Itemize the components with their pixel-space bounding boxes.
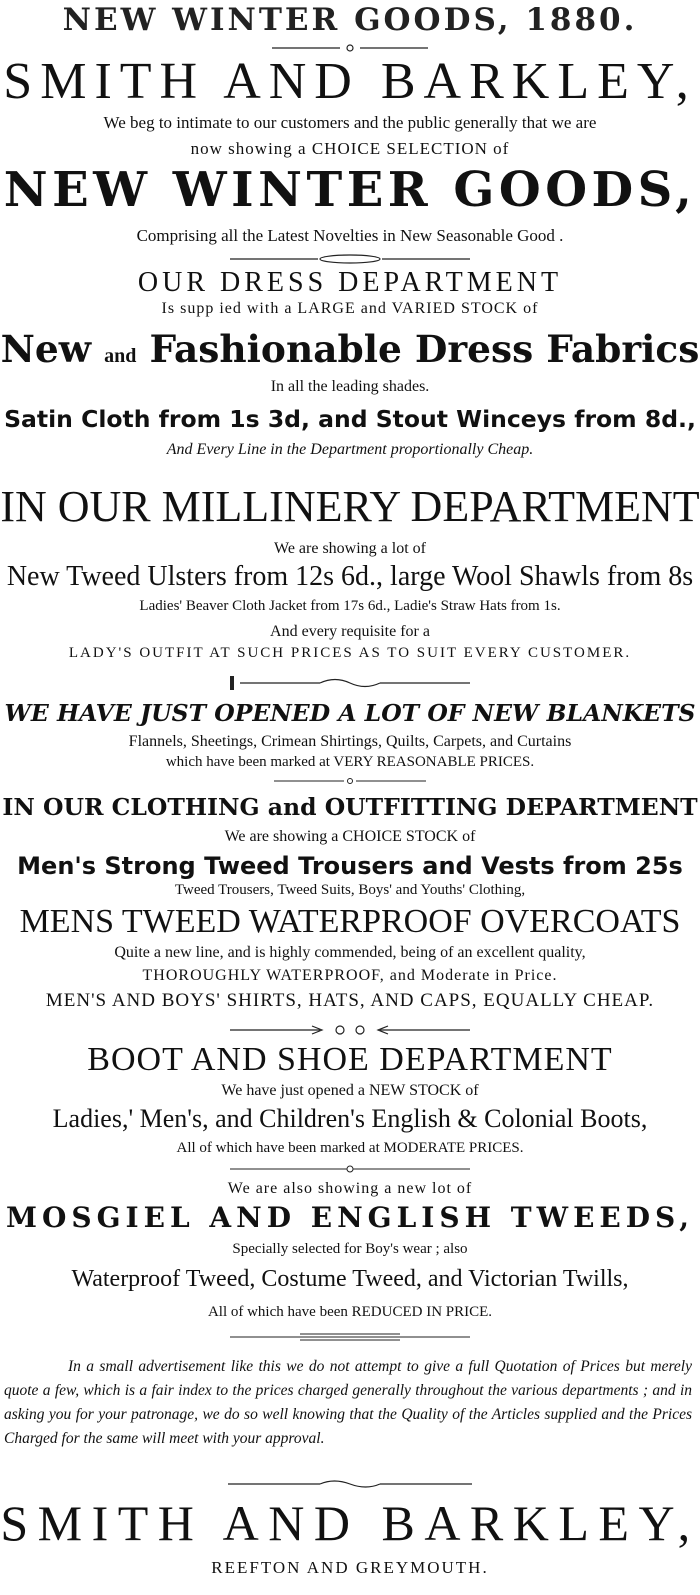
divider-ornament xyxy=(228,1478,472,1490)
millinery-heading: IN OUR MILLINERY DEPARTMENT xyxy=(0,482,700,531)
mens-trousers-line: Men's Strong Tweed Trousers and Vests from 25s xyxy=(17,852,683,880)
blankets-heading: WE HAVE JUST OPENED A LOT OF NEW BLANKETS xyxy=(4,699,696,727)
flannels-line: Flannels, Sheetings, Crimean Shirtings, Quilts, Carpets, and Curtains xyxy=(128,733,572,750)
choice-stock-line: We are showing a CHOICE STOCK of xyxy=(224,828,476,845)
ladies-boots-line: Ladies,' Men's, and Children's English & Colonial Boots, xyxy=(52,1104,648,1133)
requisite-line: And every requisite for a xyxy=(270,623,430,640)
firm-name-top: SMITH AND BARKLEY, xyxy=(3,53,697,110)
firm-name-bottom: SMITH AND BARKLEY, xyxy=(0,1495,700,1551)
thoroughly-waterproof-line: THOROUGHLY WATERPROOF, and Moderate in Price. xyxy=(142,967,558,984)
boys-wear-line: Specially selected for Boy's wear ; also xyxy=(232,1241,468,1257)
shirts-hats-line: MEN'S AND BOYS' SHIRTS, HATS, AND CAPS, EQUALLY CHEAP. xyxy=(45,990,655,1011)
comprising-line: Comprising all the Latest Novelties in New Seasonable Good . xyxy=(136,226,564,245)
fabrics-word-new: New xyxy=(0,327,92,371)
reasonable-prices-line: which have been marked at VERY REASONABLE PRICES. xyxy=(165,754,535,770)
fashionable-fabrics-heading xyxy=(0,322,700,383)
divider-ornament xyxy=(230,1332,470,1342)
proportionally-cheap-line: And Every Line in the Department proportionally Cheap. xyxy=(166,441,534,458)
moderate-prices-line: All of which have been marked at MODERATE PRICES. xyxy=(176,1140,524,1156)
dress-stock-line: Is supp ied with a LARGE and VARIED STOCK of xyxy=(161,300,539,317)
closing-paragraph-text: In a small advertisement like this we do not attempt to give a full Quotation of Prices but merely quote a few, which is a fair index to the prices charged generally throughout the various departments ; and in asking you for your patronage, we do so well knowing that the Quality of the Articles supplied and the Prices Charged for the same will meet with your approval. xyxy=(4,1358,692,1447)
clothing-heading: IN OUR CLOTHING and OUTFITTING DEPARTMENT xyxy=(2,793,698,821)
victorian-twills-line: Waterproof Tweed, Costume Tweed, and Victorian Twills, xyxy=(71,1266,629,1292)
intro-line-2: now showing a CHOICE SELECTION of xyxy=(190,139,510,158)
fabrics-word-and: and xyxy=(104,345,137,367)
new-stock-line: We have just opened a NEW STOCK of xyxy=(221,1082,479,1099)
intro-line-1: We beg to intimate to our customers and the public generally that we are xyxy=(103,113,597,132)
shades-line: In all the leading shades. xyxy=(270,378,430,395)
divider-ornament xyxy=(230,253,470,265)
mosgiel-tweeds-heading: MOSGIEL AND ENGLISH TWEEDS, xyxy=(5,1201,694,1234)
divider-ornament xyxy=(230,676,470,690)
fabrics-word-rest: Fashionable Dress Fabrics xyxy=(149,327,700,371)
divider-ornament xyxy=(230,1024,470,1036)
ladies-jackets-line: Ladies' Beaver Cloth Jacket from 17s 6d., Ladie's Straw Hats from 1s. xyxy=(139,598,561,614)
reduced-price-line: All of which have been REDUCED IN PRICE. xyxy=(207,1304,493,1320)
divider-ornament xyxy=(230,1164,470,1174)
towns-line: REEFTON AND GREYMOUTH. xyxy=(211,1558,489,1577)
headline-new-winter-goods: NEW WINTER GOODS, xyxy=(3,162,697,218)
season-heading: NEW WINTER GOODS, 1880. xyxy=(62,2,638,38)
tweed-suits-line: Tweed Trousers, Tweed Suits, Boys' and Youths' Clothing, xyxy=(174,882,526,898)
overcoats-heading: MENS TWEED WATERPROOF OVERCOATS xyxy=(19,903,681,940)
dress-department-heading: OUR DRESS DEPARTMENT xyxy=(137,267,563,298)
boot-shoe-heading: BOOT AND SHOE DEPARTMENT xyxy=(87,1041,613,1078)
also-showing-line: We are also showing a new lot of xyxy=(227,1180,473,1197)
highly-commended-line: Quite a new line, and is highly commended, being of an excellent quality, xyxy=(114,944,586,961)
millinery-showing-line: We are showing a lot of xyxy=(274,540,426,557)
closing-paragraph xyxy=(4,1355,692,1451)
tweed-ulsters-line: New Tweed Ulsters from 12s 6d., large Wool Shawls from 8s xyxy=(6,561,694,592)
divider-ornament xyxy=(274,776,426,786)
satin-cloth-line: Satin Cloth from 1s 3d, and Stout Winceys from 8d., xyxy=(4,405,696,433)
lady-outfit-line: LADY'S OUTFIT AT SUCH PRICES AS TO SUIT EVERY CUSTOMER. xyxy=(68,645,632,661)
